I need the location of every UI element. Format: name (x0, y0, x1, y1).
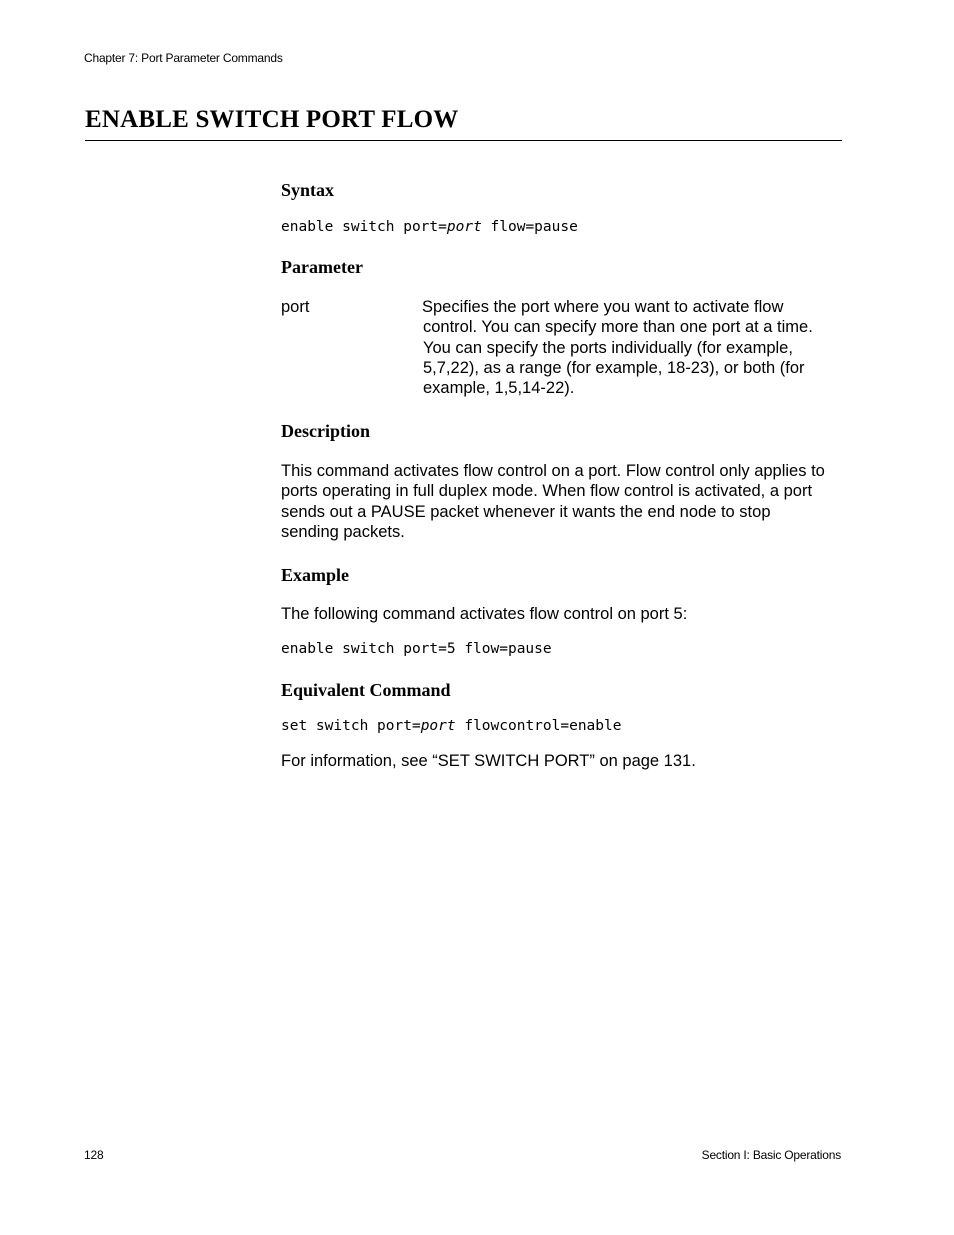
parameter-heading: Parameter (281, 257, 363, 277)
parameter-line: example, 1,5,14-22). (423, 379, 575, 398)
equivalent-code-variable: port (420, 718, 456, 734)
parameter-line: control. You can specify more than one port at a time. (423, 318, 813, 337)
title-rule (85, 140, 842, 141)
equivalent-code (281, 718, 621, 734)
example-code: enable switch port=5 flow=pause (281, 641, 552, 657)
parameter-line: 5,7,22), as a range (for example, 18-23), or both (for (423, 358, 805, 377)
description-line: This command activates flow control on a port. Flow control only applies to (281, 462, 825, 480)
equivalent-code-prefix: set switch port= (281, 718, 421, 734)
example-heading: Example (281, 565, 350, 585)
description-heading: Description (281, 421, 370, 441)
syntax-code-prefix: enable switch port= (281, 219, 447, 235)
syntax-code-variable: port (446, 219, 482, 235)
syntax-heading: Syntax (281, 180, 335, 200)
page-title: ENABLE SWITCH PORT FLOW (85, 106, 459, 133)
running-header: Chapter 7: Port Parameter Commands (84, 51, 283, 65)
parameter-line: You can specify the ports individually (for example, (423, 338, 793, 357)
equivalent-heading: Equivalent Command (281, 680, 451, 700)
parameter-definition (422, 297, 813, 398)
parameter-name: port (281, 298, 310, 316)
parameter-line: Specifies the port where you want to activate flow (422, 298, 784, 316)
section-label: Section I: Basic Operations (701, 1148, 841, 1162)
description-body (281, 461, 825, 542)
description-line: sending packets. (281, 522, 405, 541)
description-line: sends out a PAUSE packet whenever it wants the end node to stop (281, 502, 771, 521)
syntax-code-suffix: flow=pause (481, 219, 578, 235)
description-line: ports operating in full duplex mode. When flow control is activated, a port (281, 482, 813, 501)
page-number: 128 (84, 1148, 104, 1162)
syntax-code (281, 219, 578, 235)
example-intro: The following command activates flow control on port 5: (281, 605, 688, 623)
equivalent-code-suffix: flowcontrol=enable (455, 718, 622, 734)
equivalent-note: For information, see “SET SWITCH PORT” on page 131. (281, 752, 696, 770)
